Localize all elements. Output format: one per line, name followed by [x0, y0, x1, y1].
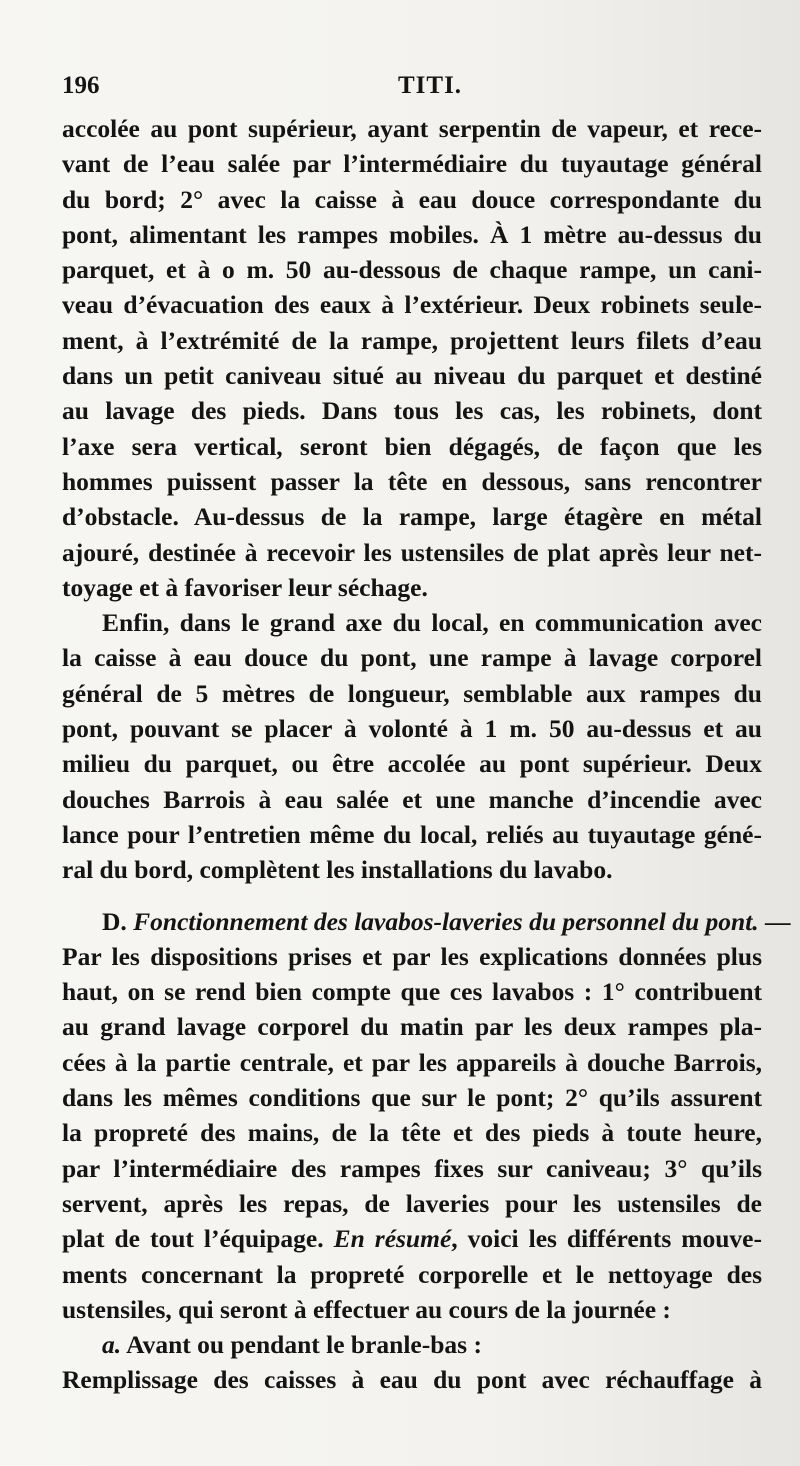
- text-line: au grand lavage corporel du matin par les deux rampes pla-: [62, 1012, 762, 1042]
- text-line: hommes puissent passer la tête en dessous, sans rencontrer: [62, 466, 762, 496]
- text-line: pont, pouvant se placer à volonté à 1 m. 50 au-dessus et au: [62, 714, 762, 744]
- running-head: TITI.: [398, 72, 463, 99]
- text-line: pont, alimentant les rampes mobiles. À 1 mètre au-dessus du: [62, 219, 762, 249]
- item-a-text: Avant ou pendant le branle-bas :: [121, 1330, 482, 1360]
- text-line: douches Barrois à eau salée et une manche d’incendie avec: [62, 784, 762, 814]
- section-dash: —: [758, 906, 791, 936]
- text-line: l’axe sera vertical, seront bien dégagés, de façon que les: [62, 431, 762, 461]
- page-header: [62, 62, 762, 102]
- text-line: du bord; 2° avec la caisse à eau douce correspondante du: [62, 184, 762, 214]
- section-label: D.: [102, 906, 127, 936]
- text-line: Remplissage des caisses à eau du pont avec réchauffage à: [62, 1365, 762, 1395]
- text-line: général de 5 mètres de longueur, semblable aux rampes du: [62, 678, 762, 708]
- text-line: parquet, et à o m. 50 au-dessous de chaque rampe, un cani-: [62, 255, 762, 285]
- text-line: lance pour l’entretien même du local, reliés au tuyautage géné-: [62, 819, 762, 849]
- text-line: Enfin, dans le grand axe du local, en communication avec: [102, 608, 762, 638]
- text-line: Par les dispositions prises et par les explications données plus: [62, 941, 762, 971]
- text-line: accolée au pont supérieur, ayant serpentin de vapeur, et rece-: [62, 114, 762, 143]
- text-line: veau d’évacuation des eaux à l’extérieur. Deux robinets seule-: [62, 290, 762, 320]
- text-line: ment, à l’extrémité de la rampe, projettent leurs filets d’eau: [62, 325, 762, 355]
- paragraph-gap: [62, 888, 762, 904]
- text-line: ral du bord, complètent les installations du lavabo.: [62, 855, 613, 885]
- text-line: d’obstacle. Au-dessus de la rampe, large étagère en métal: [62, 502, 762, 532]
- body-text: [62, 111, 791, 1398]
- text-line: ustensiles, qui seront à effectuer au cours de la journée :: [62, 1294, 671, 1324]
- text-line: dans les mêmes conditions que sur le pont; 2° qu’ils assurent: [62, 1083, 762, 1113]
- text-line-resume: [62, 1221, 762, 1256]
- text-line: haut, on se rend bien compte que ces lavabos : 1° contribuent: [62, 977, 762, 1007]
- text-line: vant de l’eau salée par l’intermédiaire du tuyautage général: [62, 149, 762, 179]
- section-title: Fonctionnement des lavabos-laveries du personnel du pont.: [133, 906, 759, 936]
- text-line: milieu du parquet, ou être accolée au pont supérieur. Deux: [62, 749, 762, 779]
- section-heading: [62, 904, 791, 939]
- text-line: par l’intermédiaire des rampes fixes sur caniveau; 3° qu’ils: [62, 1153, 762, 1183]
- text-line: ajouré, destinée à recevoir les ustensiles de plat après leur net-: [62, 537, 762, 567]
- page-number: 196: [62, 72, 100, 99]
- list-item-a: [62, 1327, 762, 1362]
- text-line: dans un petit caniveau situé au niveau du parquet et destiné: [62, 361, 762, 391]
- text-line: servent, après les repas, de laveries pour les ustensiles de: [62, 1188, 762, 1218]
- resume-start: plat de tout l’équipage.: [62, 1224, 334, 1254]
- text-line: ments concernant la propreté corporelle et le nettoyage des: [62, 1259, 762, 1289]
- resume-after: , voici les différents mouve-: [451, 1224, 762, 1254]
- text-line: la caisse à eau douce du pont, une rampe à lavage corporel: [62, 643, 762, 673]
- text-line: cées à la partie centrale, et par les appareils à douche Barrois,: [62, 1047, 762, 1077]
- text-line: la propreté des mains, de la tête et des pieds à toute heure,: [62, 1118, 762, 1148]
- item-a-label: a.: [102, 1330, 122, 1360]
- text-line: au lavage des pieds. Dans tous les cas, les robinets, dont: [62, 396, 762, 426]
- resume-italic: En résumé: [333, 1224, 452, 1254]
- text-line: toyage et à favoriser leur séchage.: [62, 572, 428, 602]
